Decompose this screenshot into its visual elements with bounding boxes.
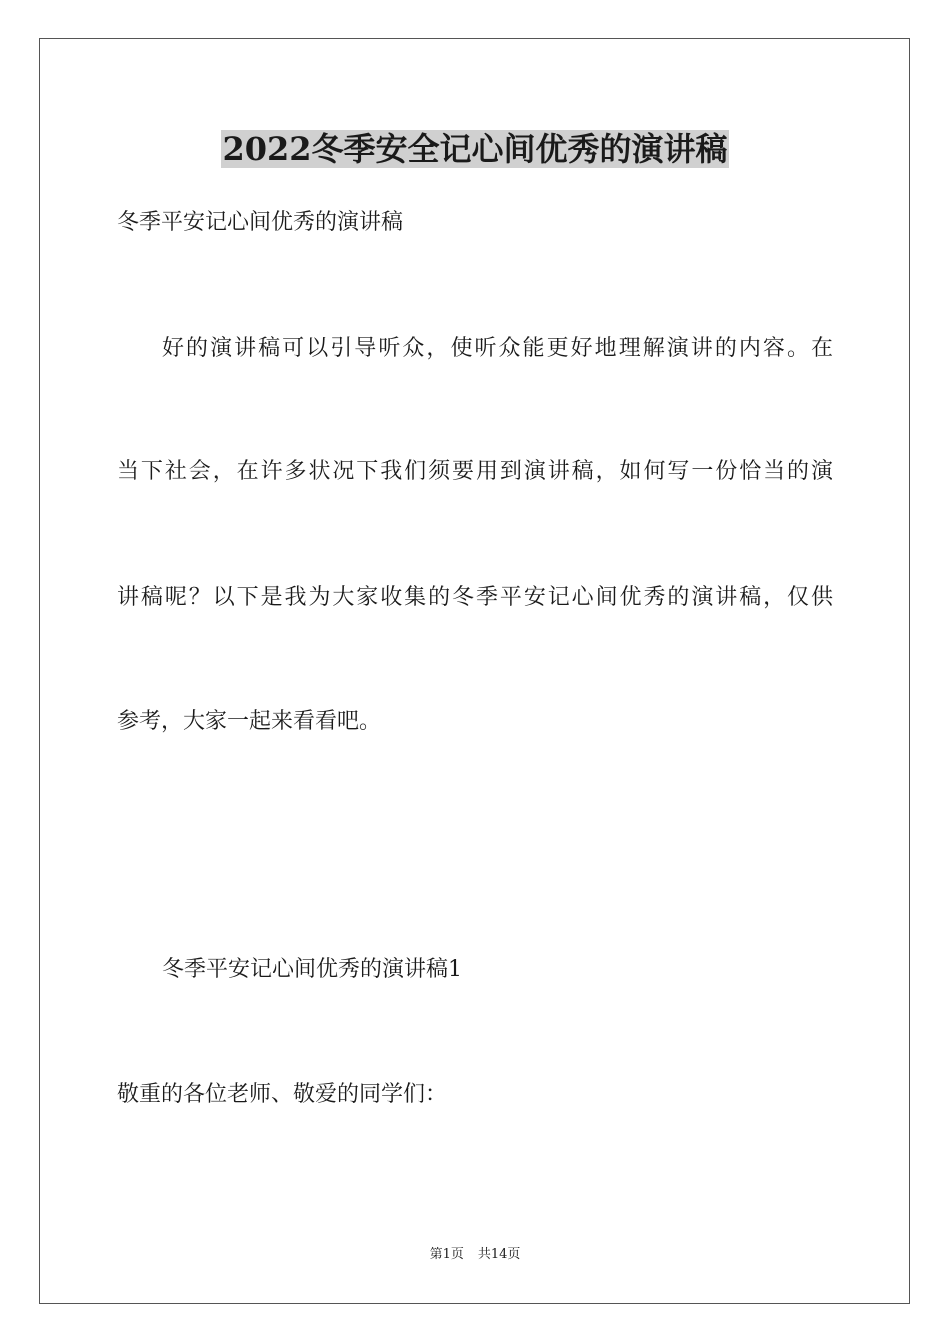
document-subtitle: 冬季平安记心间优秀的演讲稿 <box>117 210 404 235</box>
page-total: 共14页 <box>477 1247 521 1262</box>
salutation: 敬重的各位老师、敬爱的同学们： <box>117 1082 448 1107</box>
document-title <box>0 126 950 172</box>
intro-line-1: 好的演讲稿可以引导听众，使听众能更好地理解演讲的内容。在 <box>162 336 833 361</box>
page-number: 第1页 <box>429 1247 464 1262</box>
intro-line-3: 讲稿呢？以下是我为大家收集的冬季平安记心间优秀的演讲稿，仅供 <box>117 585 833 610</box>
section-heading: 冬季平安记心间优秀的演讲稿1 <box>162 957 462 982</box>
page-footer <box>0 1246 950 1264</box>
intro-line-4: 参考，大家一起来看看吧。 <box>117 709 382 734</box>
document-title-text: 2022冬季安全记心间优秀的演讲稿 <box>222 130 728 168</box>
intro-line-2: 当下社会，在许多状况下我们须要用到演讲稿，如何写一份恰当的演 <box>117 459 833 484</box>
